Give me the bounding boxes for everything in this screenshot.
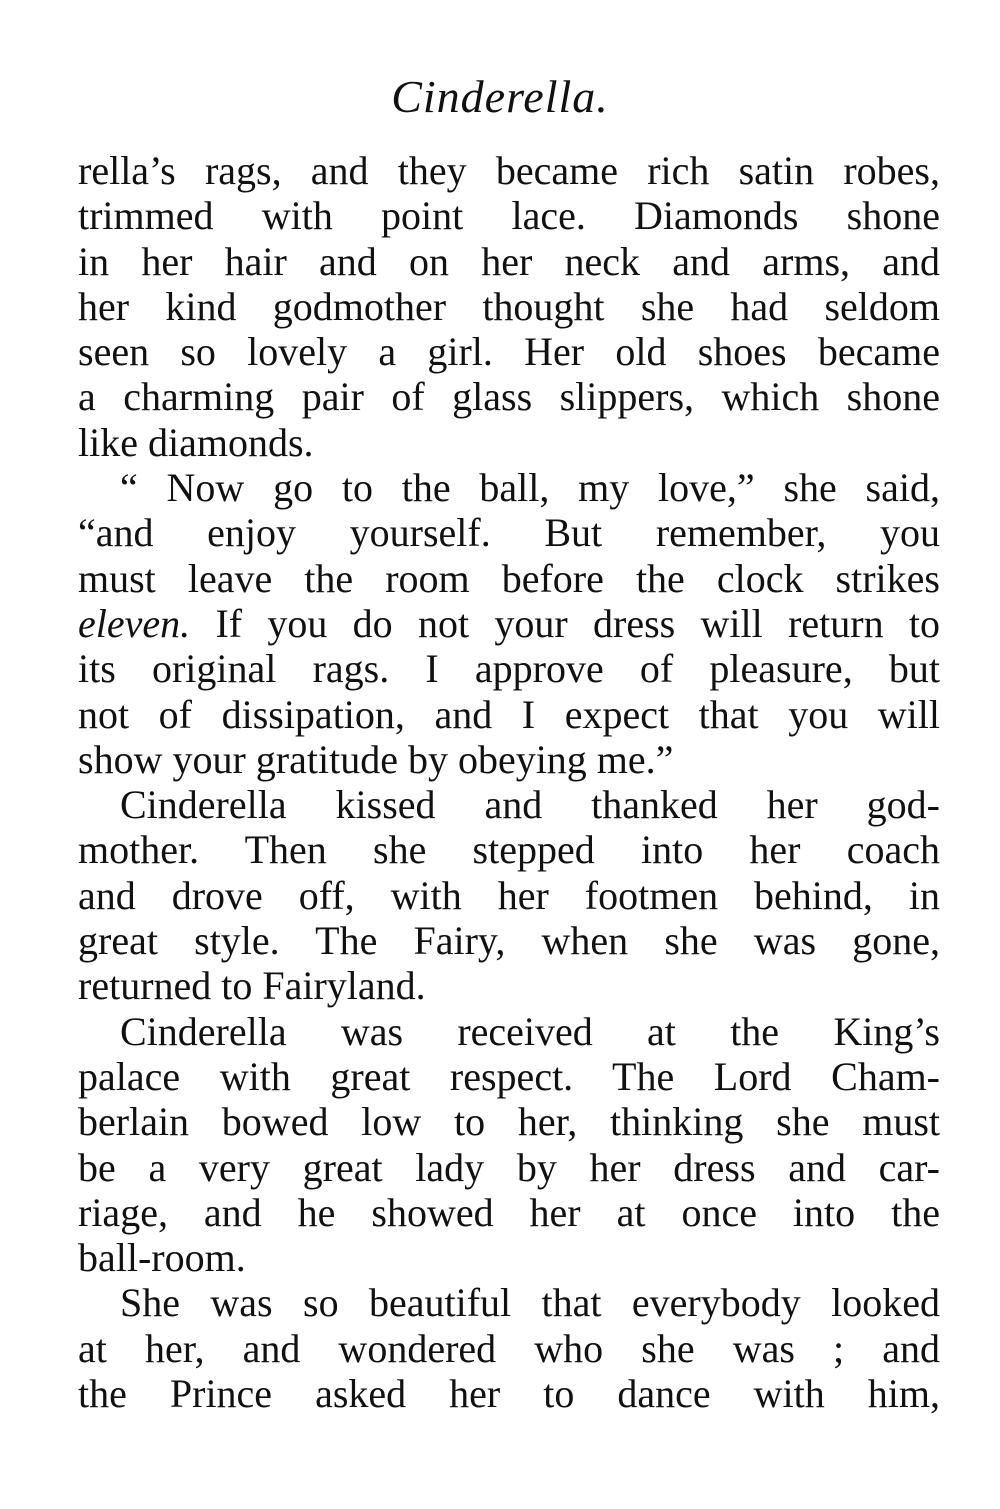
text-line: Cinderella was received at the King’s [120, 1008, 940, 1054]
text-line: the Prince asked her to dance with him, [78, 1371, 940, 1417]
text-line: be a very great lady by her dress and car- [78, 1144, 940, 1190]
text-line: in her hair and on her neck and arms, and [78, 238, 940, 284]
text-line: “ Now go to the ball, my love,” she said, [120, 465, 940, 511]
body-text [78, 148, 940, 1416]
text-line: ball-room. [78, 1235, 246, 1281]
text-line: show your gratitude by obeying me.” [78, 736, 674, 782]
text-line: not of dissipation, and I expect that you will [78, 691, 940, 737]
text-line: and drove off, with her footmen behind, in [78, 872, 940, 918]
text-line: riage, and he showed her at once into the [78, 1189, 940, 1235]
text-line [78, 601, 940, 646]
text-line: like diamonds. [78, 419, 314, 465]
text-line: her kind godmother thought she had seldom [78, 283, 940, 329]
text-line: She was so beautiful that everybody looked [120, 1280, 940, 1326]
running-head: Cinderella. [391, 71, 609, 122]
text-line: trimmed with point lace. Diamonds shone [78, 193, 940, 239]
text-line-rest: If you do not your dress will return to [190, 600, 940, 646]
text-line: palace with great respect. The Lord Cham- [78, 1053, 940, 1099]
text-line: berlain bowed low to her, thinking she must [78, 1099, 940, 1145]
text-line: its original rags. I approve of pleasure, but [78, 646, 940, 692]
italic-word: eleven. [78, 600, 191, 646]
text-line: seen so lovely a girl. Her old shoes became [78, 329, 940, 375]
text-line: Cinderella kissed and thanked her god- [120, 782, 940, 828]
text-line: “and enjoy yourself. But remember, you [78, 510, 940, 556]
text-line: at her, and wondered who she was ; and [78, 1325, 940, 1371]
text-line: great style. The Fairy, when she was gone, [78, 918, 940, 964]
text-line: rella’s rags, and they became rich satin robes, [78, 148, 940, 193]
text-line: mother. Then she stepped into her coach [78, 827, 940, 873]
text-line: must leave the room before the clock strikes [78, 555, 940, 601]
text-line: returned to Fairyland. [78, 963, 426, 1009]
text-line: a charming pair of glass slippers, which shone [78, 374, 940, 420]
